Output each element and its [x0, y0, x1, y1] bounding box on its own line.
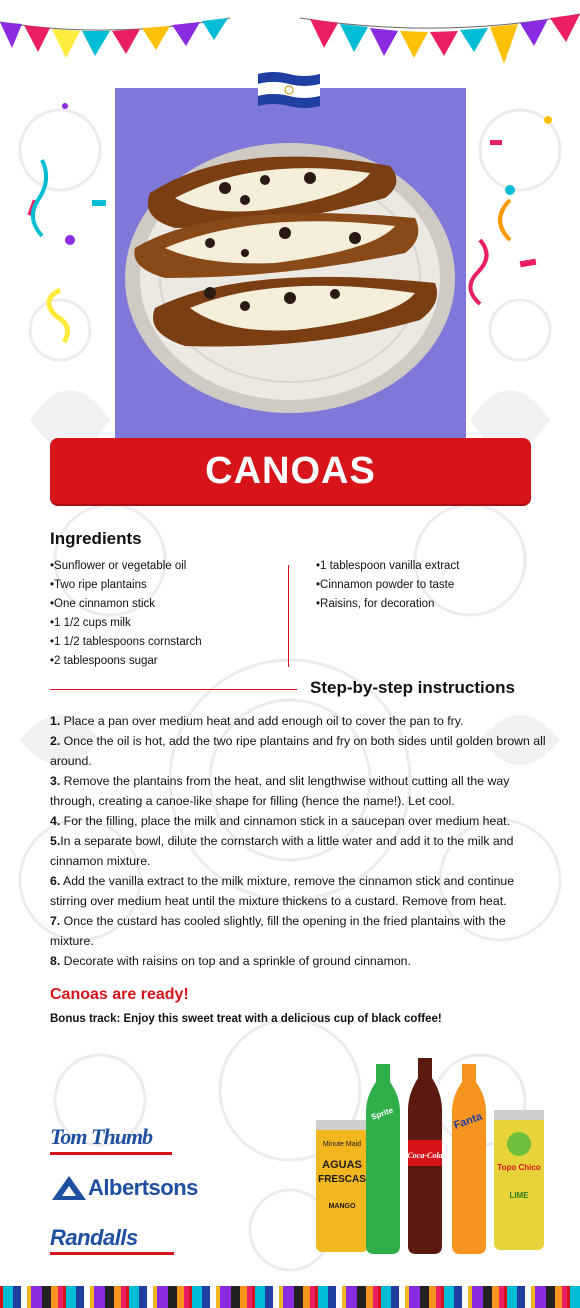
instructions-divider	[50, 689, 297, 690]
stripe-band	[525, 1286, 531, 1308]
stripe-band	[336, 1286, 342, 1308]
recipe-title-banner	[50, 438, 531, 504]
stripe-band	[381, 1286, 391, 1308]
stripe-band	[409, 1286, 420, 1308]
stripe-band	[27, 1286, 31, 1308]
stripe-band	[507, 1286, 517, 1308]
stripe-band	[126, 1286, 129, 1308]
stripe-band	[168, 1286, 177, 1308]
stripe-band	[283, 1286, 294, 1308]
stripe-band	[0, 1286, 3, 1308]
stripe-band	[468, 1286, 472, 1308]
stripe-band	[231, 1286, 240, 1308]
step-6: 6. Add the vanilla extract to the milk mixture, remove the cinnamon stick and continue stirring over medium heat until the mixture thickens to a custard. Remove from heat.	[50, 874, 515, 908]
ingredients-divider	[288, 565, 289, 667]
stripe-band	[391, 1286, 399, 1308]
svg-text:AGUAS: AGUAS	[322, 1159, 362, 1171]
stripe-band	[366, 1286, 373, 1308]
stripe-band	[492, 1286, 499, 1308]
stripe-band	[517, 1286, 525, 1308]
step-4: 4. For the filling, place the milk and cinnamon stick in a saucepan over medium heat.	[50, 814, 511, 828]
step-8: 8. Decorate with raisins on top and a sprinkle of ground cinnamon.	[50, 954, 411, 968]
stripe-band	[405, 1286, 409, 1308]
step-1: 1. Place a pan over medium heat and add enough oil to cover the pan to fry.	[50, 714, 464, 728]
stripe-band	[94, 1286, 105, 1308]
stripe-band	[220, 1286, 231, 1308]
stripe-band	[436, 1286, 441, 1308]
stripe-band	[216, 1286, 220, 1308]
list-item: • Sunflower or vegetable oil	[50, 557, 202, 576]
stripe-band	[51, 1286, 58, 1308]
instructions-heading: Step-by-step instructions	[310, 678, 515, 697]
stripe-band	[66, 1286, 76, 1308]
canoas-dish-illustration	[115, 88, 466, 438]
stripe-band	[570, 1286, 580, 1308]
stripe-band	[342, 1286, 346, 1308]
stripe-band	[184, 1286, 189, 1308]
albertsons-logo: Albertsons	[50, 1174, 198, 1202]
beverage-products-image	[312, 1058, 546, 1258]
stripe-band	[562, 1286, 567, 1308]
stripe-band	[157, 1286, 168, 1308]
stripe-band	[462, 1286, 468, 1308]
stripe-band	[129, 1286, 139, 1308]
stripe-band	[483, 1286, 492, 1308]
stripe-band	[153, 1286, 157, 1308]
stripe-band	[42, 1286, 51, 1308]
list-item: • 1 tablespoon vanilla extract	[316, 557, 459, 576]
stripe-band	[546, 1286, 555, 1308]
step-5: 5.In a separate bowl, dilute the cornstarch with a little water and add it to the milk and cinnamon mixture.	[50, 834, 514, 868]
step-2: 2. Once the oil is hot, add the two ripe plantains and fry on both sides until golden brown all around.	[50, 734, 546, 768]
recipe-title: CANOAS	[205, 449, 376, 492]
stripe-band	[346, 1286, 357, 1308]
ingredients-list-left	[50, 557, 202, 671]
stripe-band	[76, 1286, 84, 1308]
decorative-stripe-footer	[0, 1286, 580, 1308]
stripe-band	[31, 1286, 42, 1308]
list-item: • Cinnamon powder to taste	[316, 576, 459, 595]
svg-text:FRESCAS: FRESCAS	[318, 1174, 366, 1185]
stripe-band	[441, 1286, 444, 1308]
stripe-band	[420, 1286, 429, 1308]
stripe-band	[318, 1286, 328, 1308]
list-item: • 1 1/2 tablespoons cornstarch	[50, 633, 202, 652]
randalls-logo: Randalls	[50, 1225, 174, 1255]
stripe-band	[58, 1286, 63, 1308]
svg-text:Sprite: Sprite	[369, 1105, 395, 1122]
stripe-band	[555, 1286, 562, 1308]
stripe-band	[273, 1286, 279, 1308]
stripe-band	[373, 1286, 378, 1308]
stripe-band	[535, 1286, 546, 1308]
stripe-band	[114, 1286, 121, 1308]
stripe-band	[63, 1286, 66, 1308]
stripe-band	[454, 1286, 462, 1308]
stripe-band	[3, 1286, 13, 1308]
stripe-band	[189, 1286, 192, 1308]
stripe-band	[90, 1286, 94, 1308]
stripe-band	[279, 1286, 283, 1308]
svg-text:LIME: LIME	[509, 1191, 529, 1200]
stripe-band	[252, 1286, 255, 1308]
list-item: • Two ripe plantains	[50, 576, 202, 595]
list-item: • One cinnamon stick	[50, 595, 202, 614]
stripe-band	[531, 1286, 535, 1308]
stripe-band	[247, 1286, 252, 1308]
svg-text:Coca-Cola: Coca-Cola	[407, 1151, 443, 1160]
list-item: • Raisins, for decoration	[316, 595, 459, 614]
stripe-band	[105, 1286, 114, 1308]
svg-text:MANGO: MANGO	[328, 1203, 356, 1210]
stripe-band	[210, 1286, 216, 1308]
stripe-band	[472, 1286, 483, 1308]
el-salvador-flag-icon	[258, 70, 320, 110]
svg-text:Minute Maid: Minute Maid	[322, 1141, 362, 1148]
stripe-band	[378, 1286, 381, 1308]
ready-callout: Canoas are ready!	[50, 986, 189, 1003]
stripe-band	[121, 1286, 126, 1308]
step-7: 7. Once the custard has cooled slightly, fill the opening in the fried plantains with the mixture.	[50, 914, 506, 948]
stripe-band	[328, 1286, 336, 1308]
ingredients-list-right	[316, 557, 459, 614]
stripe-band	[357, 1286, 366, 1308]
bunting-decoration	[0, 0, 580, 80]
stripe-band	[147, 1286, 153, 1308]
tom-thumb-logo: Tom Thumb	[50, 1124, 172, 1155]
bonus-tip: Bonus track: Enjoy this sweet treat with a delicious cup of black coffee!	[50, 1013, 442, 1025]
stripe-band	[139, 1286, 147, 1308]
stripe-band	[444, 1286, 454, 1308]
stripe-band	[294, 1286, 303, 1308]
stripe-band	[429, 1286, 436, 1308]
stripe-band	[21, 1286, 27, 1308]
svg-text:Topo Chico: Topo Chico	[497, 1163, 541, 1172]
stripe-band	[303, 1286, 310, 1308]
albertsons-a-icon	[50, 1174, 88, 1202]
stripe-band	[13, 1286, 21, 1308]
stripe-band	[177, 1286, 184, 1308]
stripe-band	[310, 1286, 315, 1308]
stripe-band	[192, 1286, 202, 1308]
stripe-band	[255, 1286, 265, 1308]
stripe-band	[84, 1286, 90, 1308]
stripe-band	[504, 1286, 507, 1308]
stripe-band	[399, 1286, 405, 1308]
stripe-band	[202, 1286, 210, 1308]
stripe-band	[240, 1286, 247, 1308]
list-item: • 1 1/2 cups milk	[50, 614, 202, 633]
stripe-band	[567, 1286, 570, 1308]
stripe-band	[499, 1286, 504, 1308]
list-item: • 2 tablespoons sugar	[50, 652, 202, 671]
stripe-band	[315, 1286, 318, 1308]
ingredients-heading: Ingredients	[50, 529, 142, 548]
instructions-steps	[50, 711, 550, 971]
svg-text:Fanta: Fanta	[452, 1110, 484, 1132]
stripe-band	[265, 1286, 273, 1308]
step-3: 3. Remove the plantains from the heat, and slit lengthwise without cutting all the way through, creating a canoe-like shape for filling (hence the name!). Let cool.	[50, 774, 510, 808]
